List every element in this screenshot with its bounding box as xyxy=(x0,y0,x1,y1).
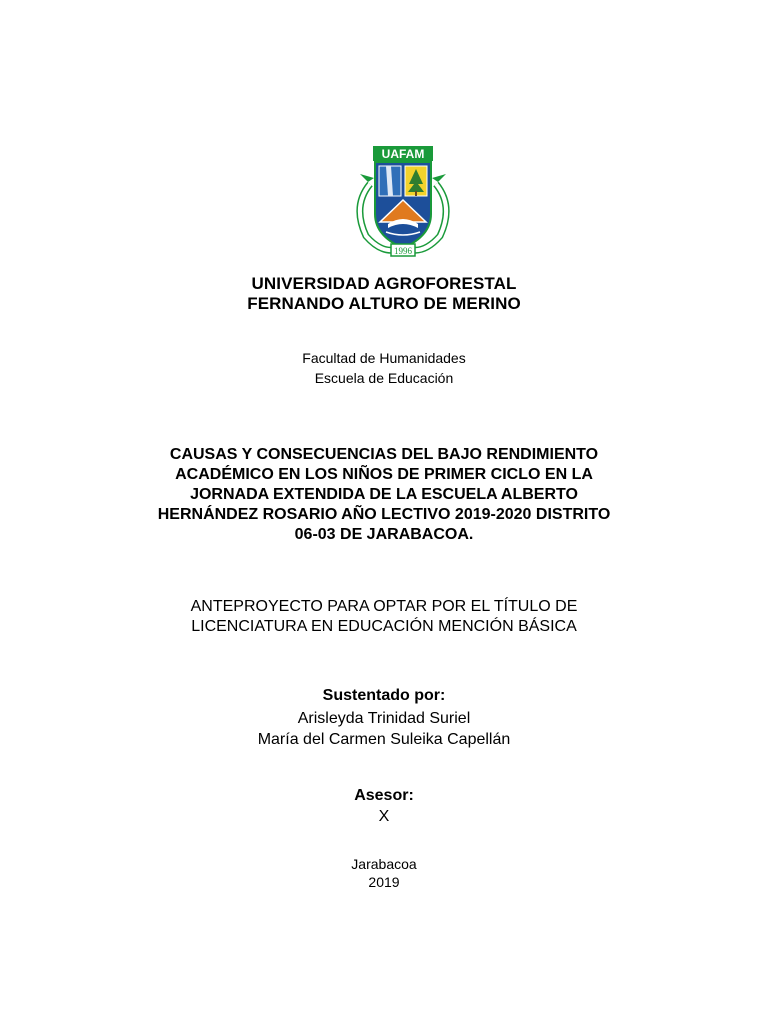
thesis-title-line: 06-03 DE JARABACOA. xyxy=(294,526,474,543)
presented-by-label: Sustentado por: xyxy=(322,687,446,704)
advisor-label: Asesor: xyxy=(354,787,414,804)
logo-name-text: UAFAM xyxy=(381,147,425,161)
university-name-line-2: FERNANDO ALTURO DE MERINO xyxy=(247,294,521,313)
place-and-date xyxy=(0,855,768,891)
thesis-title xyxy=(0,445,768,545)
thesis-title-line: ACADÉMICO EN LOS NIÑOS DE PRIMER CICLO EN LA xyxy=(175,466,593,483)
city-name: Jarabacoa xyxy=(351,856,417,872)
authors-list xyxy=(0,708,768,750)
faculty-block xyxy=(0,348,768,388)
degree-subtitle-line-1: ANTEPROYECTO PARA OPTAR POR EL TÍTULO DE xyxy=(190,598,578,615)
advisor-name: X xyxy=(378,808,390,825)
author-name: María del Carmen Suleika Capellán xyxy=(257,731,511,748)
faculty-name: Facultad de Humanidades xyxy=(302,350,466,366)
school-name: Escuela de Educación xyxy=(314,370,454,386)
university-name xyxy=(0,274,768,314)
author-name: Arisleyda Trinidad Suriel xyxy=(297,710,471,727)
thesis-title-line: JORNADA EXTENDIDA DE LA ESCUELA ALBERTO xyxy=(190,486,578,503)
degree-subtitle-line-2: LICENCIATURA EN EDUCACIÓN MENCIÓN BÁSICA xyxy=(191,618,577,635)
logo-year-text: 1996 xyxy=(394,246,412,256)
thesis-title-line: HERNÁNDEZ ROSARIO AÑO LECTIVO 2019-2020 DISTRITO xyxy=(157,506,611,523)
year-text: 2019 xyxy=(368,874,400,890)
university-name-line-1: UNIVERSIDAD AGROFORESTAL xyxy=(251,274,517,293)
degree-subtitle xyxy=(0,597,768,637)
thesis-title-line: CAUSAS Y CONSECUENCIAS DEL BAJO RENDIMIENTO xyxy=(169,446,599,463)
university-logo xyxy=(348,144,458,262)
